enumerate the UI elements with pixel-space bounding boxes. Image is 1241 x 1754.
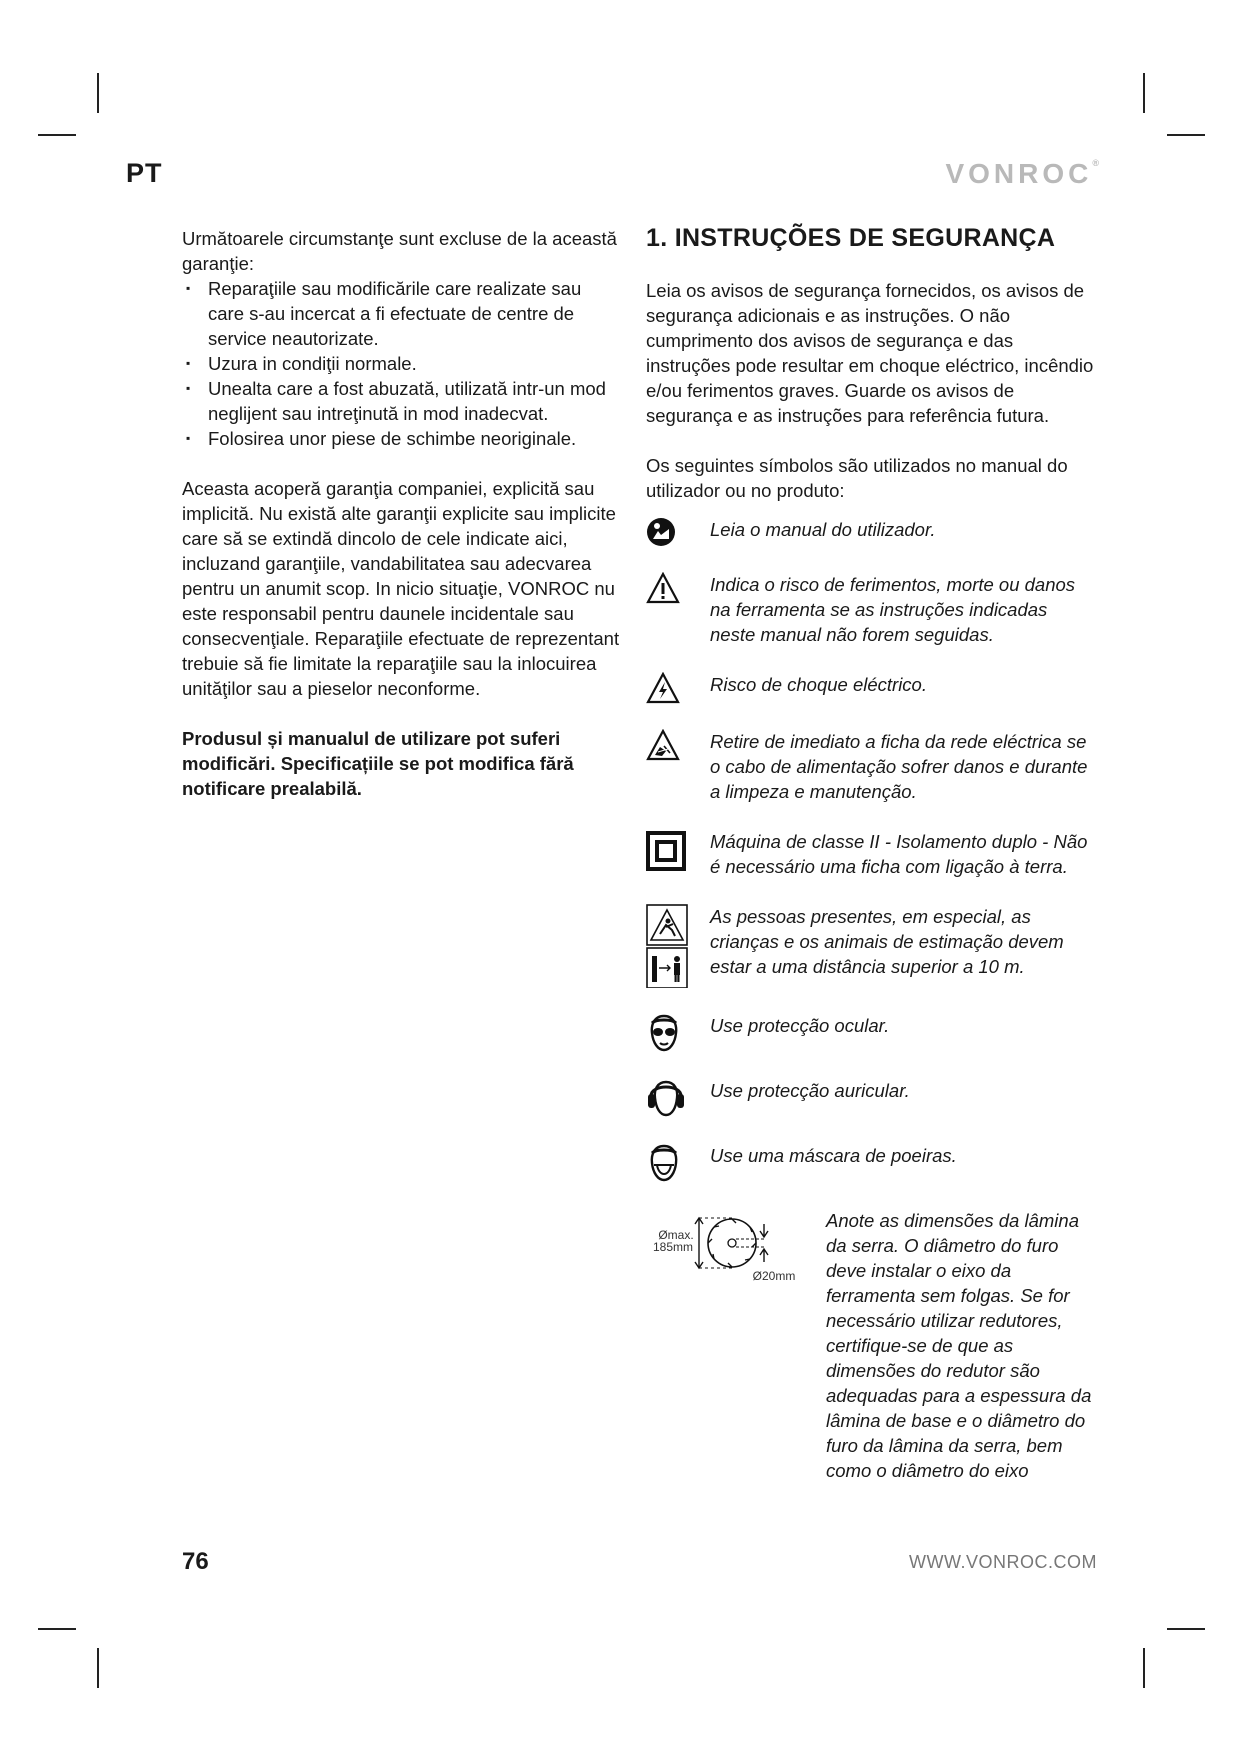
blade-text: Anote as dimensões da lâmina da serra. O diâmetro do furo deve instalar o eixo da ferramenta sem folgas. Se for necessário utilizar redutores, certifique-se de que as dimensões do redutor são adequadas para a espessura da lâmina de base e o diâmetro do furo da lâmina da serra, bem como o diâmetro do eixo (826, 1210, 1092, 1481)
crop-mark (97, 73, 99, 113)
list-item: ▪ Uzura in condiţii normale. (182, 351, 622, 376)
symbol-row (646, 517, 1096, 547)
symbol-row (646, 672, 1096, 704)
symbol-text: Use protecção ocular. (710, 1015, 890, 1036)
symbol-row (646, 1143, 1096, 1183)
blade-max-label: Ømax. (658, 1228, 694, 1242)
list-item: ▪ Unealta care a fost abuzată, utilizată intr-un mod neglijent sau intreţinută in mod inadecvat. (182, 376, 622, 426)
symbol-text: Use protecção auricular. (710, 1080, 910, 1101)
eye-protection-icon (646, 1013, 682, 1053)
symbol-row (646, 1078, 1096, 1118)
brand-trademark: ® (1092, 158, 1099, 168)
crop-mark (38, 134, 76, 136)
read-manual-icon (646, 517, 676, 547)
safety-intro: Leia os avisos de segurança fornecidos, os avisos de segurança adicionais e as instruções. O não cumprimento dos avisos de segurança e das instruções pode resultar em choque eléctrico, incêndio e/ou ferimentos graves. Guarde os avisos de segurança e as instruções para referência futura. (646, 280, 1094, 426)
unplug-icon (646, 729, 680, 761)
language-code: PT (126, 158, 163, 188)
symbol-text: Retire de imediato a ficha da rede eléctrica se o cabo de alimentação sofrer danos e durante a limpeza e manutenção. (710, 731, 1088, 802)
symbol-text: Risco de choque eléctrico. (710, 674, 927, 695)
exclusion-list (182, 276, 622, 451)
crop-mark (38, 1628, 76, 1630)
blade-bore-label: Ø20mm (752, 1269, 796, 1283)
saw-blade-diagram (646, 1208, 826, 1294)
modification-notice: Produsul și manualul de utilizare pot suferi modificări. Specificațiile se pot modifica fără notificare prealabilă. (182, 728, 574, 799)
symbol-row (646, 1013, 1096, 1053)
blade-max-value: 185mm (652, 1240, 694, 1254)
saw-blade-icon (646, 1208, 816, 1288)
crop-mark (1143, 1648, 1145, 1688)
warranty-intro: Următoarele circumstanţe sunt excluse de la această garanţie: (182, 228, 617, 274)
website-url: WWW.VONROC.COM (909, 1552, 1097, 1572)
ear-protection-icon (646, 1078, 686, 1118)
crop-mark (1167, 1628, 1205, 1630)
bystanders-icon (646, 904, 688, 988)
list-item: ▪ Folosirea unor piese de schimbe neoriginale. (182, 426, 622, 451)
symbol-text: Indica o risco de ferimentos, morte ou danos na ferramenta se as instruções indicadas neste manual não forem seguidas. (710, 574, 1076, 645)
class-ii-icon (646, 829, 686, 873)
warning-icon (646, 572, 680, 604)
symbol-row (646, 572, 1096, 647)
symbol-text: Leia o manual do utilizador. (710, 519, 936, 540)
electric-shock-icon (646, 672, 680, 704)
symbols-intro: Os seguintes símbolos são utilizados no manual do utilizador ou no produto: (646, 455, 1068, 501)
crop-mark (1167, 134, 1205, 136)
symbol-text: Use uma máscara de poeiras. (710, 1145, 957, 1166)
crop-mark (1143, 73, 1145, 113)
dust-mask-icon (646, 1143, 682, 1183)
symbol-row (646, 729, 1096, 804)
warranty-paragraph: Aceasta acoperă garanţia companiei, explicită sau implicită. Nu există alte garanţii explicite sau implicite care să se extindă dincolo de cele indicate aici, incluzand garanţiile, vandabilitatea sau adecvarea pentru un anumit scop. In nicio situaţie, VONROC nu este responsabil pentru daunele incidentale sau consecvenţiale. Reparaţiile efectuate de reprezentant trebuie să fie limitate la reparaţiile sau la inlocuirea unităţilor sau a pieselor neconforme. (182, 478, 620, 699)
right-column (646, 222, 1096, 1483)
symbol-text: As pessoas presentes, em especial, as crianças e os animais de estimação devem estar a uma distância superior a 10 m. (710, 906, 1064, 977)
section-title: 1. INSTRUÇÕES DE SEGURANÇA (646, 224, 1056, 252)
crop-mark (97, 1648, 99, 1688)
page-number: 76 (182, 1548, 209, 1575)
blade-dimension-row (646, 1208, 1096, 1483)
brand-logo (945, 158, 1099, 190)
brand-name: VONROC (945, 158, 1093, 189)
symbol-text: Máquina de classe II - Isolamento duplo - Não é necessário uma ficha com ligação à terra. (710, 831, 1088, 877)
symbol-row (646, 904, 1096, 988)
left-column (182, 226, 622, 801)
symbol-row (646, 829, 1096, 879)
list-item: ▪ Reparaţiile sau modificările care realizate sau care s-au incercat a fi efectuate de centre de service neautorizate. (182, 276, 622, 351)
